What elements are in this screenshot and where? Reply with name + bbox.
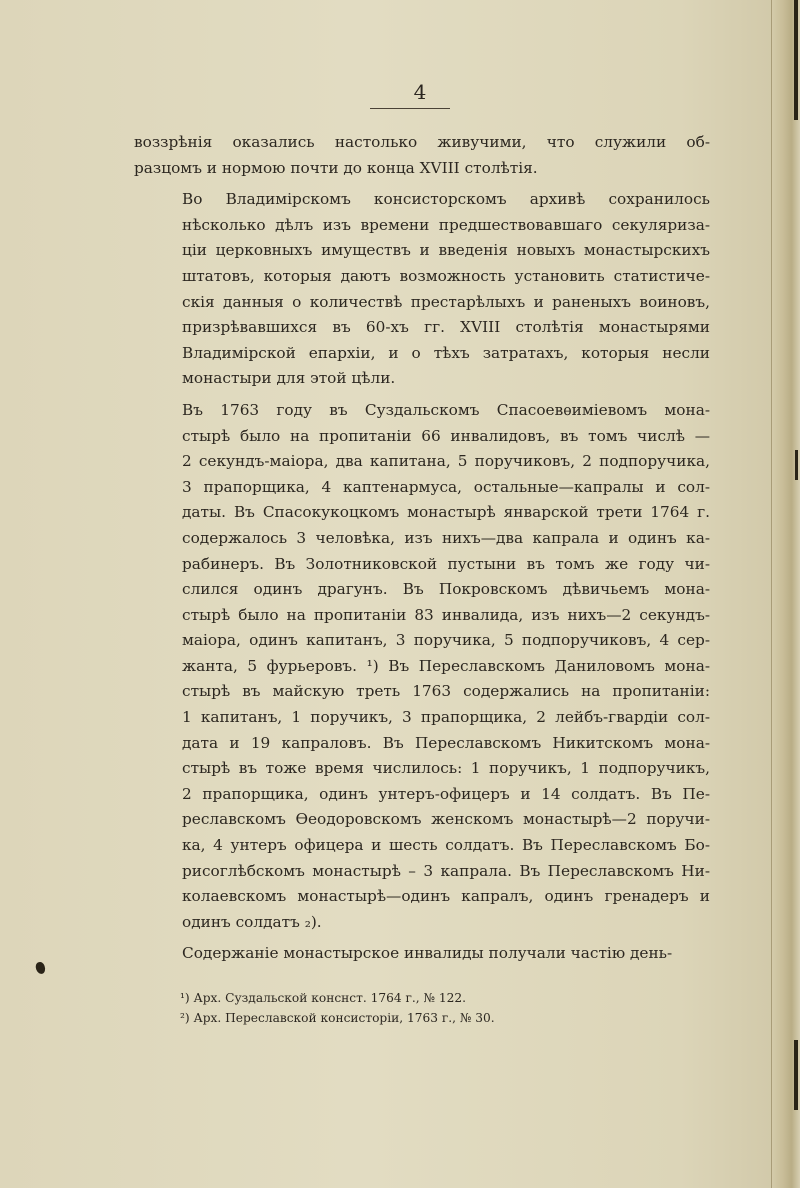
text-line: жанта, 5 фурьеровъ. ¹) Въ Переславскомъ Даниловомъ мона- [182, 656, 710, 675]
text-line: одинъ солдатъ ₂). [182, 912, 322, 931]
page-number: 4 [413, 80, 427, 104]
edge-shadow-mark [794, 1040, 798, 1110]
text-line: даты. Въ Спасокукоцкомъ монастырѣ январской трети 1764 г. [182, 503, 710, 522]
edge-shadow-mark [794, 0, 798, 120]
text-line: штатовъ, которыя даютъ возможность установить статистиче- [182, 266, 710, 285]
text-line: Владимірской епархіи, и о тѣхъ затратахъ, которыя несли [182, 343, 710, 362]
footnote: ¹) Арх. Суздальской конснст. 1764 г., № 122. [180, 991, 467, 1005]
text-line: разцомъ и нормою почти до конца XVIII столѣтія. [134, 158, 538, 177]
text-line: дата и 19 капраловъ. Въ Переславскомъ Никитскомъ мона- [182, 733, 710, 752]
text-line: ціи церковныхъ имуществъ и введенія новыхъ монастырскихъ [182, 241, 710, 260]
footnote: ²) Арх. Переславской консисторіи, 1763 г., № 30. [180, 1011, 495, 1025]
text-line: Во Владимірскомъ консисторскомъ архивѣ сохранилось [182, 190, 710, 209]
page-number-rule [370, 108, 450, 109]
footnotes [180, 988, 700, 1028]
text-line: 1 капитанъ, 1 поручикъ, 3 прапорщика, 2 лейбъ-гвардіи сол- [182, 708, 710, 727]
text-line: Содержаніе монастырское инвалиды получали частію день- [182, 944, 673, 963]
body-text [134, 130, 710, 967]
text-line: монастыри для этой цѣли. [182, 369, 396, 388]
edge-shadow-mark [795, 450, 798, 480]
text-line: нѣсколько дѣлъ изъ времени предшествовавшаго секуляриза- [182, 215, 710, 234]
text-line: ка, 4 унтеръ офицера и шесть солдатъ. Въ Переславскомъ Бо- [182, 836, 710, 855]
text-line: призрѣвавшихся въ 60-хъ гг. XVIII столѣтія монастырями [182, 318, 710, 337]
text-line: стырѣ было на пропитаніи 83 инвалида, изъ нихъ—2 секундъ- [182, 605, 710, 624]
text-line: маіора, одинъ капитанъ, 3 поручика, 5 подпоручиковъ, 4 сер- [182, 631, 710, 650]
page-edge [771, 0, 800, 1188]
paragraph [134, 941, 710, 967]
ink-blot [34, 961, 47, 975]
text-line: рабинеръ. Въ Золотниковской пустыни въ томъ же году чи- [182, 554, 710, 573]
text-line: 3 прапорщика, 4 каптенармуса, остальные—капралы и сол- [182, 477, 710, 496]
paragraph [134, 130, 710, 181]
text-line: стырѣ въ тоже время числилось: 1 поручикъ, 1 подпоручикъ, [182, 759, 710, 778]
paragraph [134, 398, 710, 935]
text-line: рисоглѣбскомъ монастырѣ – 3 капрала. Въ Переславскомъ Ни- [182, 861, 710, 880]
text-line: 2 секундъ-маіора, два капитана, 5 поручиковъ, 2 подпоручика, [182, 452, 710, 471]
text-line: скія данныя о количествѣ престарѣлыхъ и раненыхъ воиновъ, [182, 292, 710, 311]
text-line: реславскомъ Ѳеодоровскомъ женскомъ монастырѣ—2 поручи- [182, 810, 710, 829]
text-line: колаевскомъ монастырѣ—одинъ капралъ, одинъ гренадеръ и [182, 887, 710, 906]
text-line: стырѣ въ майскую треть 1763 содержались на пропитаніи: [182, 682, 710, 701]
text-line: Въ 1763 году въ Суздальскомъ Спасоевѳиміевомъ мона- [182, 400, 710, 419]
text-line: слился одинъ драгунъ. Въ Покровскомъ дѣвичьемъ мона- [182, 580, 710, 599]
text-line: 2 прапорщика, одинъ унтеръ-офицеръ и 14 солдатъ. Въ Пе- [182, 784, 710, 803]
text-line: содержалось 3 человѣка, изъ нихъ—два капрала и одинъ ка- [182, 528, 710, 547]
text-line: стырѣ было на пропитаніи 66 инвалидовъ, въ томъ числѣ — [182, 426, 710, 445]
paragraph [134, 187, 710, 392]
text-line: воззрѣнія оказались настолько живучими, что служили об- [134, 133, 710, 151]
